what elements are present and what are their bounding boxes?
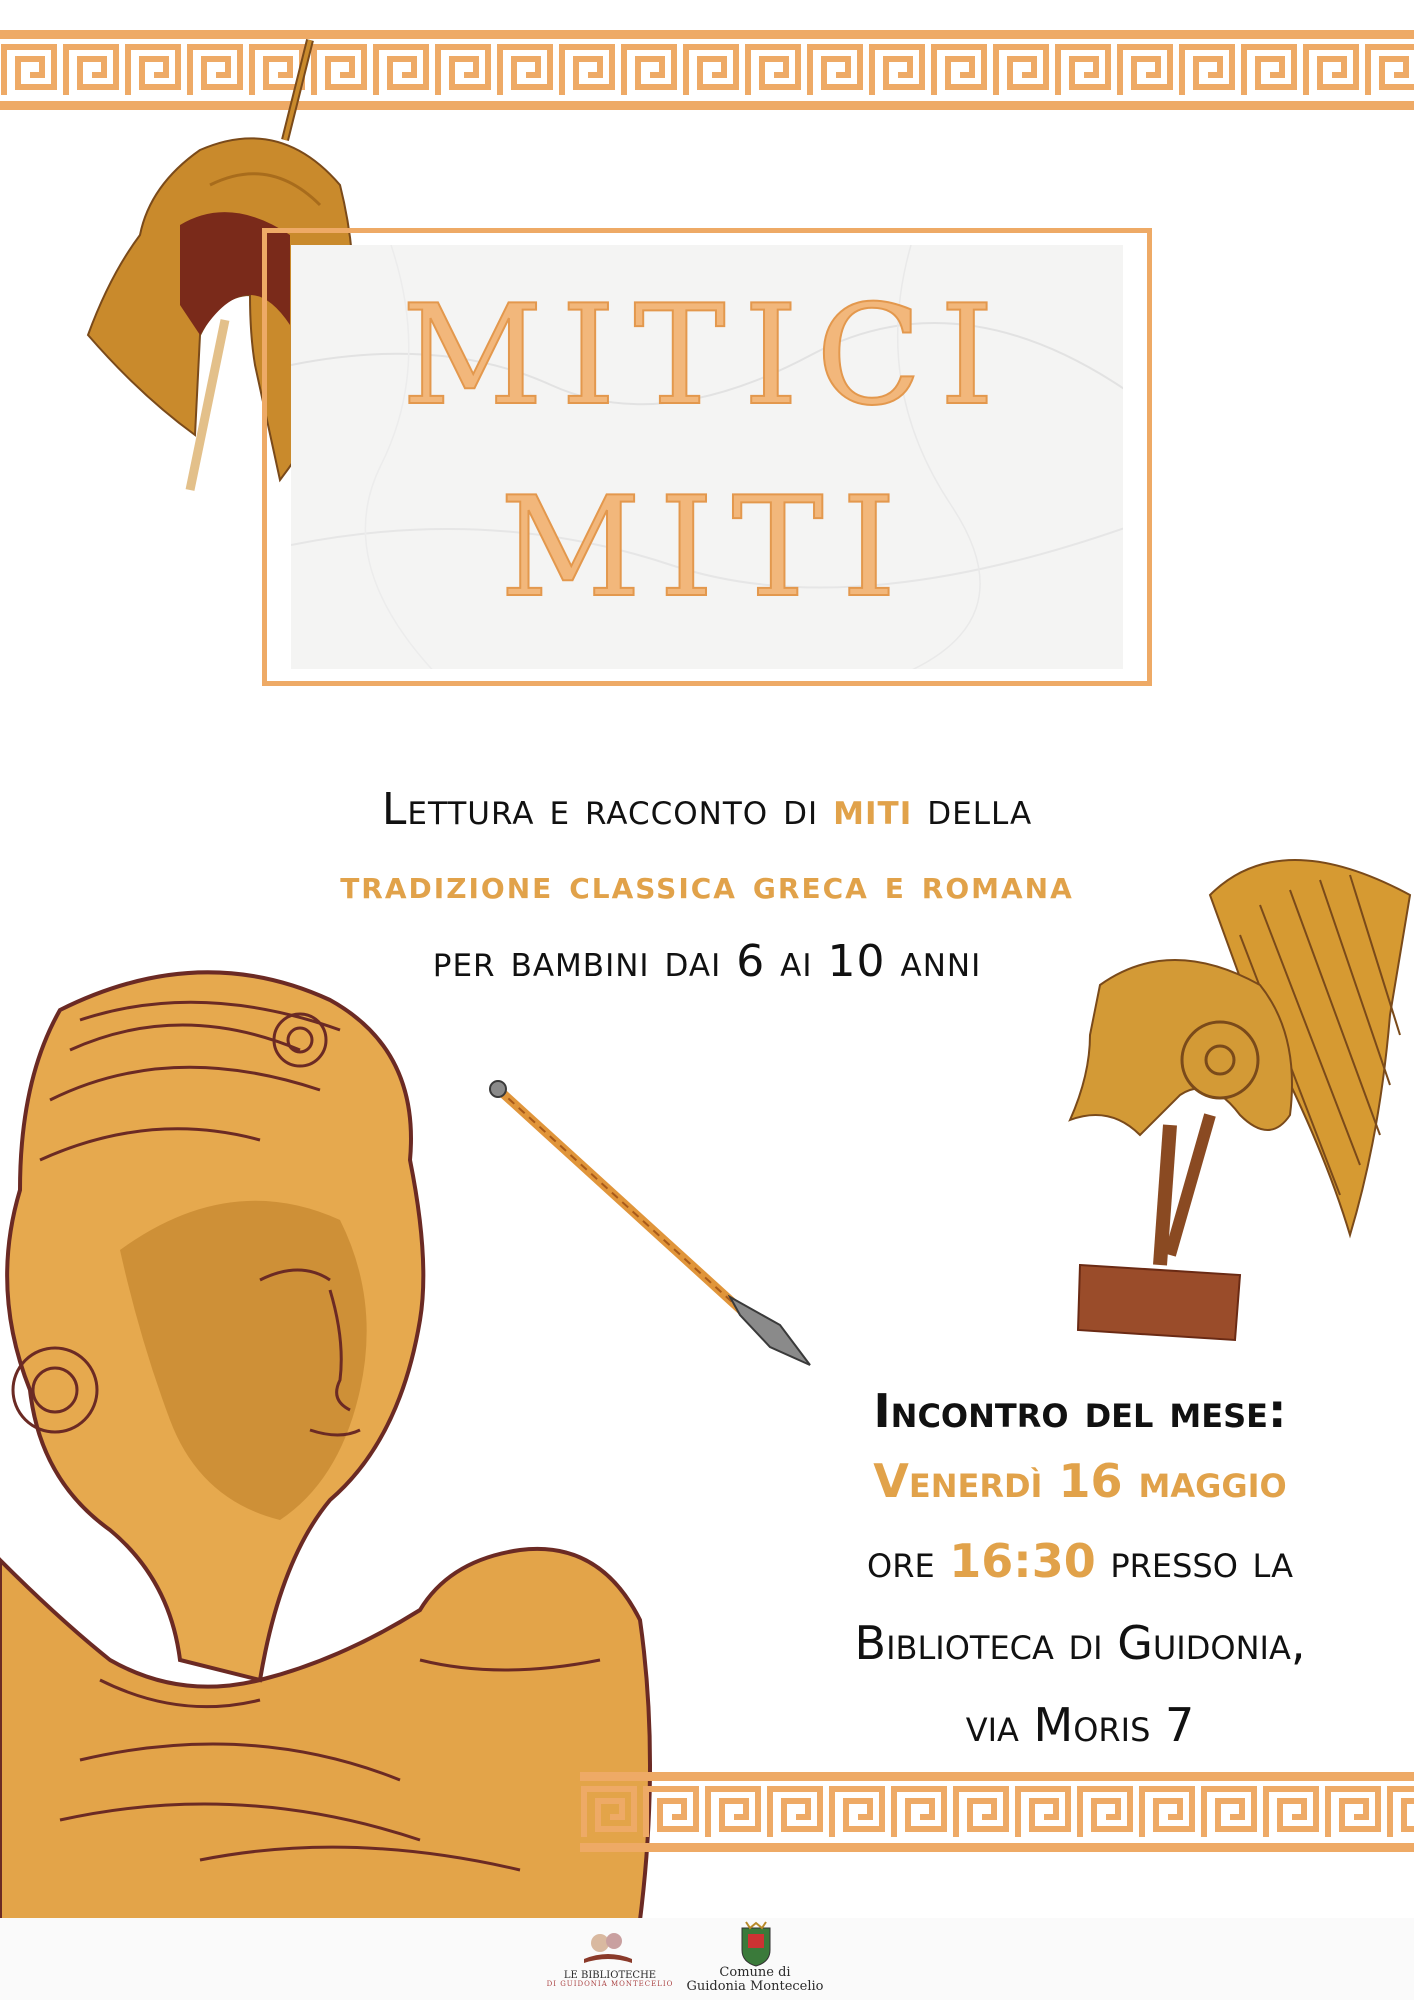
bust-illustration [0,960,660,1920]
intro-line-1-post: della [912,784,1033,835]
comune-line-1: Comune di [719,1965,791,1980]
event-time-post: presso la [1095,1534,1293,1588]
intro-line-1 [0,784,1414,835]
intro-line-2: tradizione classica greca e romana [340,862,1074,908]
title-line-2: MITI [499,467,915,628]
greek-key-frieze-bottom [580,1772,1414,1852]
title-line-1: MITICI [401,275,1013,436]
event-time-pre: ore [867,1534,950,1588]
title-frame [262,228,1152,686]
event-time-accent: 16:30 [949,1534,1096,1588]
event-address: via Moris 7 [965,1698,1195,1752]
library-logo-line-2: DI GUIDONIA MONTECELIO [546,1980,674,1988]
event-date: Venerdì 16 maggio [873,1454,1287,1508]
intro-line-1-accent: miti [833,784,913,835]
event-heading: Incontro del mese: [873,1384,1287,1438]
comune-caption [680,1966,830,1995]
event-place: Biblioteca di Guidonia, [854,1616,1306,1670]
library-logo-line-1: LE BIBLIOTECHE [563,1970,657,1981]
comune-crest-icon [738,1920,774,1968]
library-logo-caption [530,1970,690,1989]
comune-line-2: Guidonia Montecelio [686,1979,824,1995]
library-logo-icon [578,1925,638,1967]
intro-line-3: per bambini dai 6 ai 10 anni [432,936,982,987]
marble-background [291,245,1123,669]
intro-line-1-pre: Lettura e racconto di [381,784,834,835]
event-time [760,1534,1400,1588]
roman-helmet-icon [1060,835,1414,1355]
